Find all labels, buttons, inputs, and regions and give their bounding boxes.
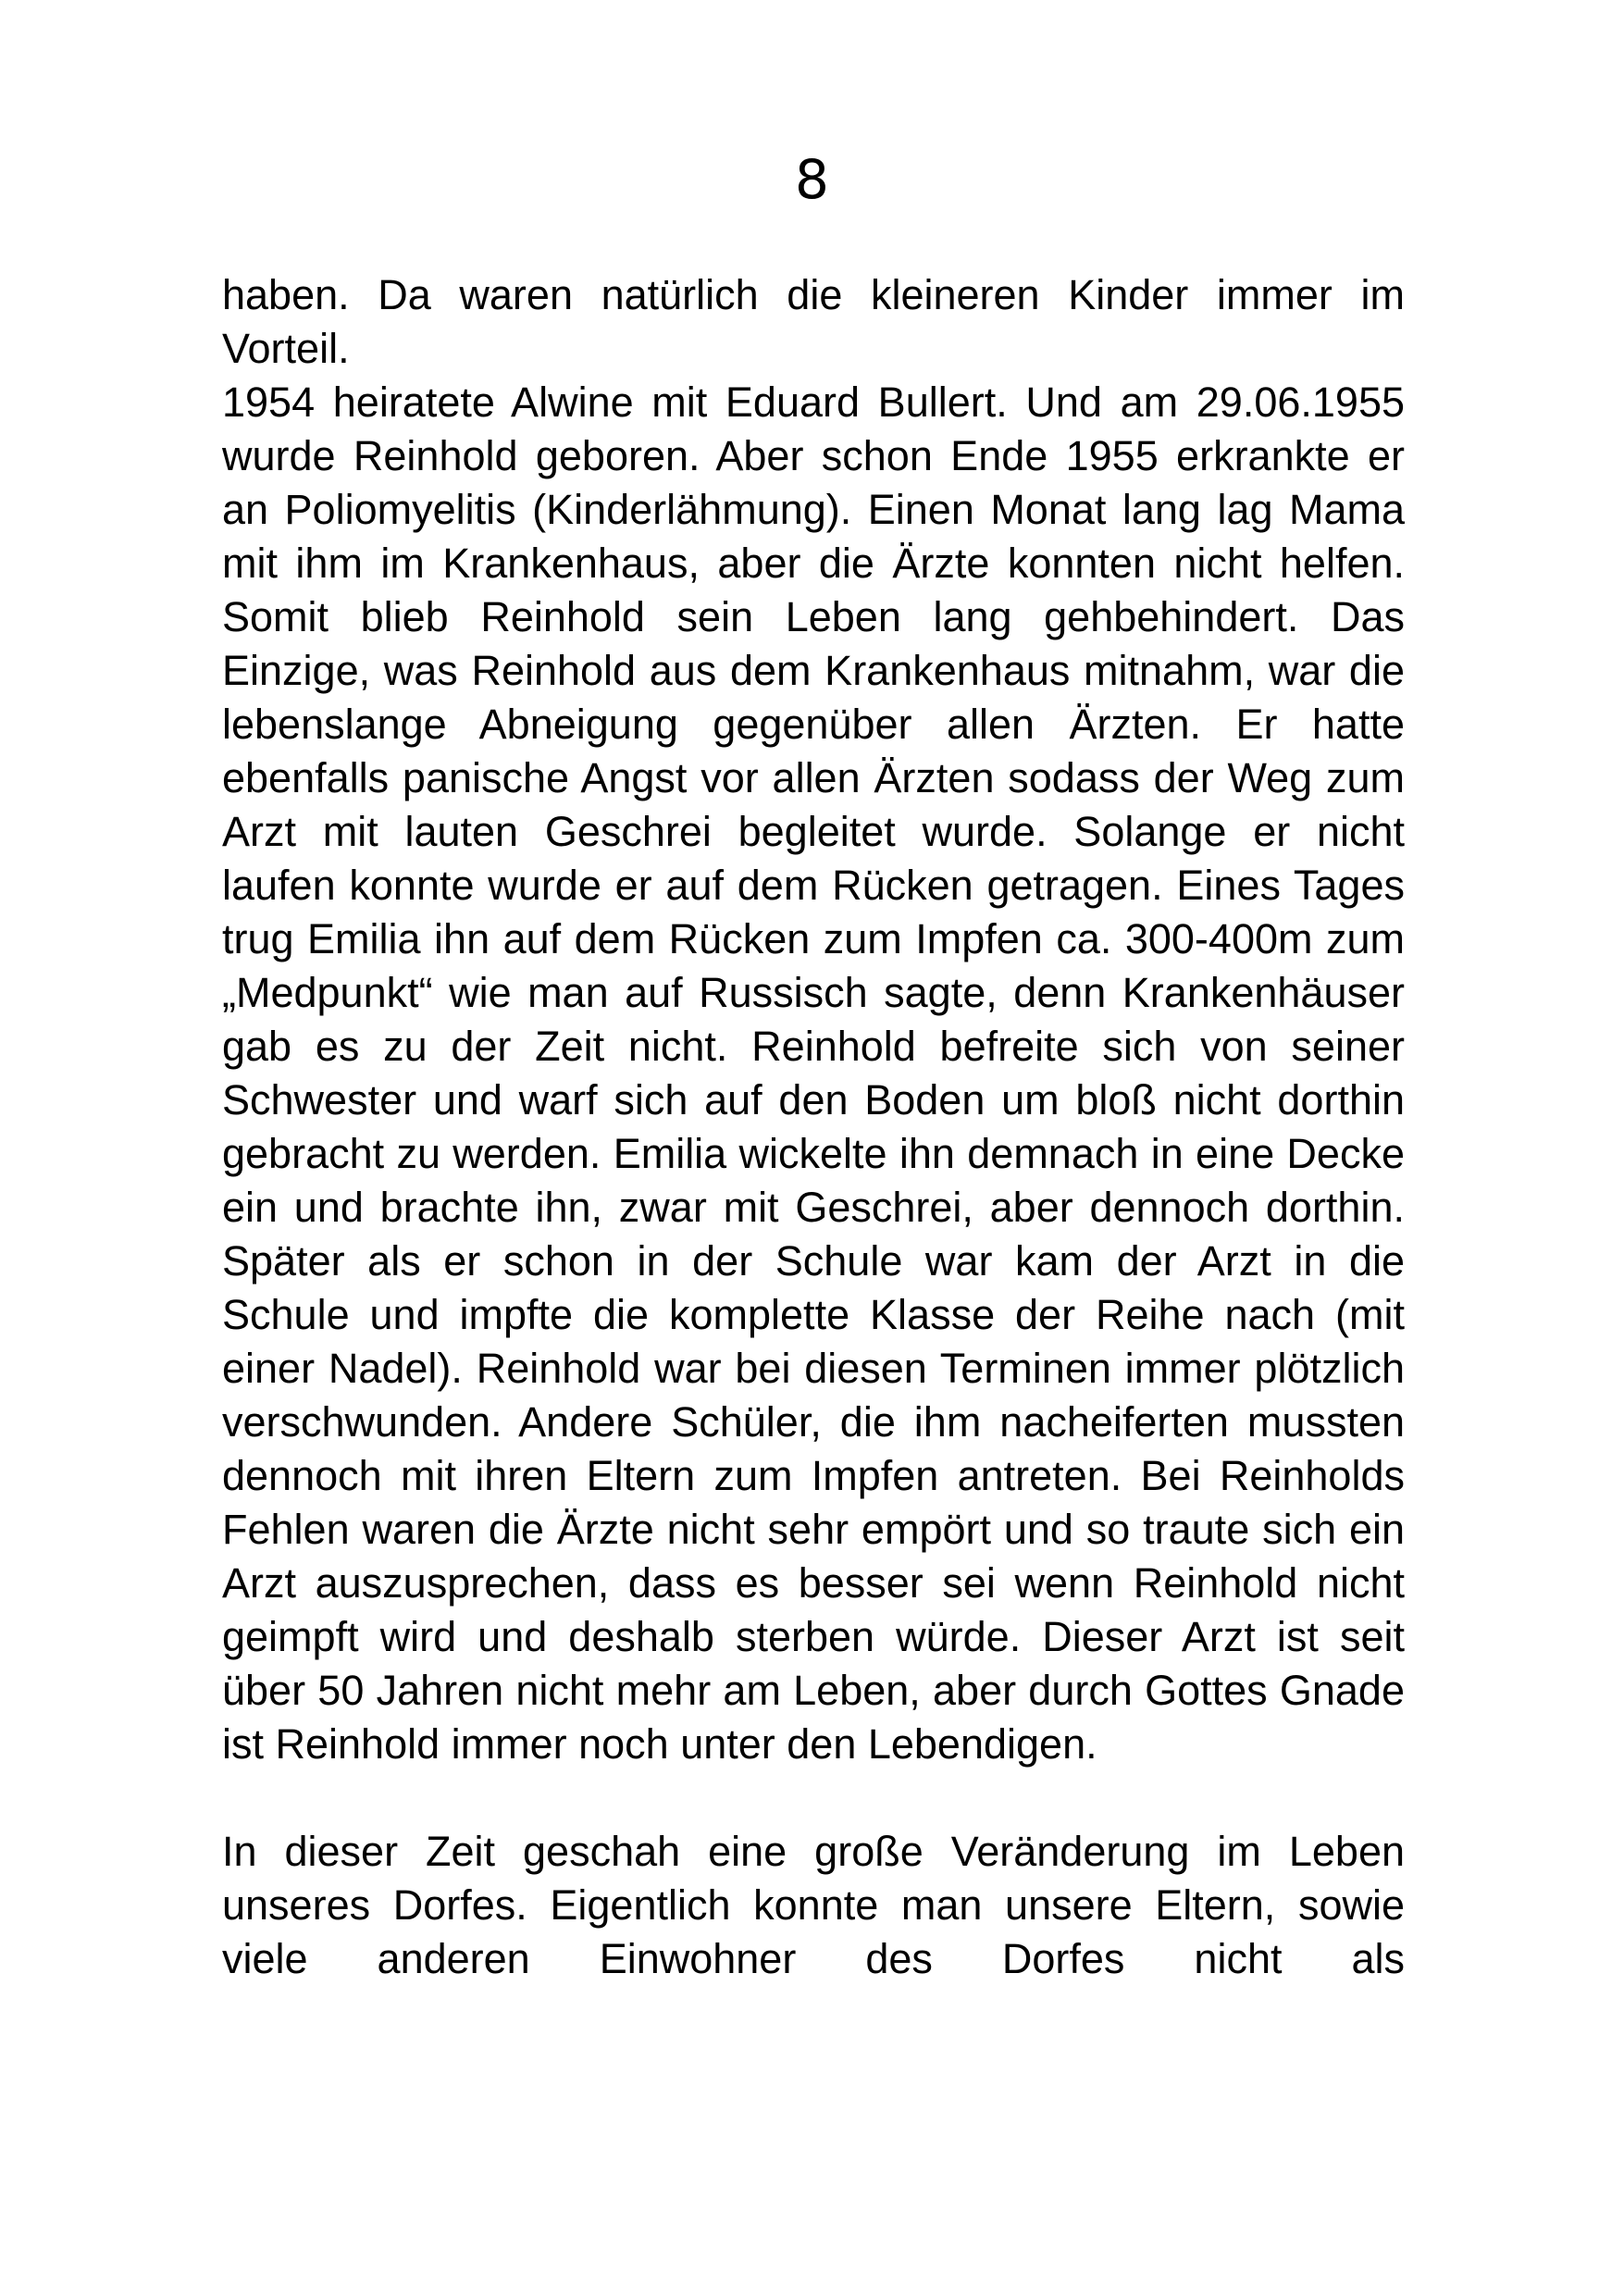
body-text (222, 268, 1405, 1986)
page-number: 8 (795, 148, 829, 211)
paragraph-gap (222, 1771, 1405, 1825)
paragraph-village-change: In dieser Zeit geschah eine große Veränderung im Leben unseres Dorfes. Eigentlich konnte man unsere Eltern, sowie viele anderen Einwohner des Dorfes nicht als (222, 1828, 1405, 1982)
paragraph-continuation: haben. Da waren natürlich die kleineren Kinder immer im Vorteil. (222, 271, 1405, 372)
paragraph-reinhold-story: 1954 heiratete Alwine mit Eduard Bullert. Und am 29.06.1955 wurde Reinhold geboren. Aber schon Ende 1955 erkrankte er an Poliomyelitis (Kinderlähmung). Einen Monat lang lag Mama mit ihm im Krankenhaus, aber die Ärzte konnten nicht helfen. Somit blieb Reinhold sein Leben lang gehbehindert. Das Einzige, was Reinhold aus dem Krankenhaus mitnahm, war die lebenslange Abneigung gegenüber allen Ärzten. Er hatte ebenfalls panische Angst vor allen Ärzten sodass der Weg zum Arzt mit lauten Geschrei begleitet wurde. Solange er nicht laufen konnte wurde er auf dem Rücken getragen. Eines Tages trug Emilia ihn auf dem Rücken zum Impfen ca. 300-400m zum „Medpunkt“ wie man auf Russisch sagte, denn Krankenhäuser gab es zu der Zeit nicht. Reinhold befreite sich von seiner Schwester und warf sich auf den Boden um bloß nicht dorthin gebracht zu werden. Emilia wickelte ihn demnach in eine Decke ein und brachte ihn, zwar mit Geschrei, aber dennoch dorthin. Später als er schon in der Schule war kam der Arzt in die Schule und impfte die komplette Klasse der Reihe nach (mit einer Nadel). Reinhold war bei diesen Terminen immer plötzlich verschwunden. Andere Schüler, die ihm nacheiferten mussten dennoch mit ihren Eltern zum Impfen antreten. Bei Reinholds Fehlen waren die Ärzte nicht sehr empört und so traute sich ein Arzt auszusprechen, dass es besser sei wenn Reinhold nicht geimpft wird und deshalb sterben würde. Dieser Arzt ist seit über 50 Jahren nicht mehr am Leben, aber durch Gottes Gnade ist Reinhold immer noch unter den Lebendigen. (222, 379, 1405, 1768)
